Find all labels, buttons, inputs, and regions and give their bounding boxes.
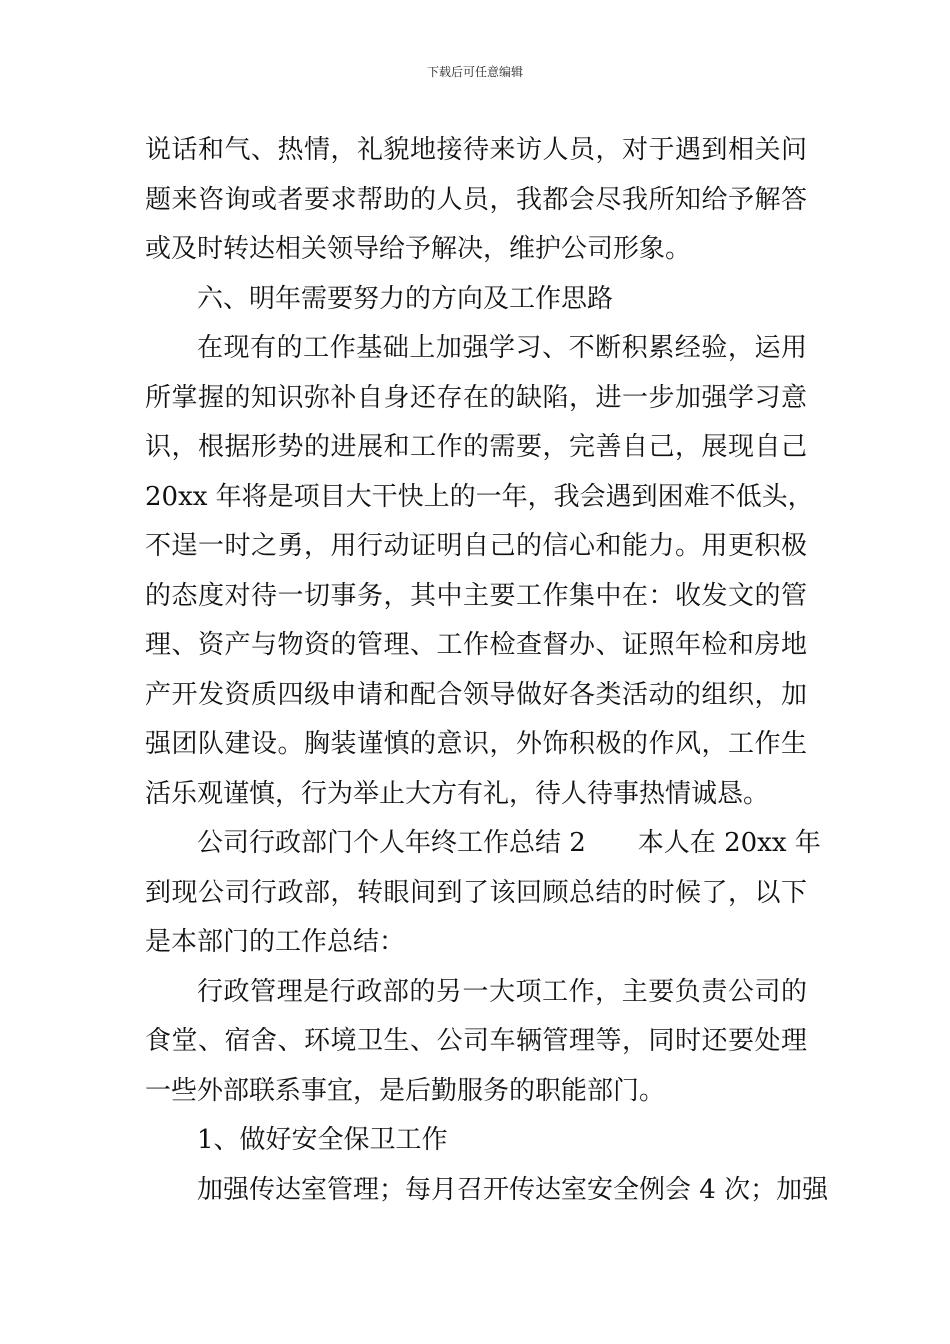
text-line: 活乐观谨慎，行为举止大方有礼，待人待事热情诚恳。 [145,778,770,809]
text-line: 或及时转达相关领导给予解决，维护公司形象。 [145,234,692,264]
text-line: 公司行政部门个人年终工作总结 2 本人在 20xx 年 [197,828,821,858]
text-line: 加强传达室管理；每月召开传达室安全例会 4 次；加强 [197,1174,829,1205]
text-line: 是本部门的工作总结： [145,927,406,957]
text-line: 识，根据形势的进展和工作的需要，完善自己，展现自己 [145,432,807,462]
text-line: 1、做好安全保卫工作 [197,1125,448,1155]
text-line: 六、明年需要努力的方向及工作思路 [197,283,614,314]
text-line: 在现有的工作基础上加强学习、不断积累经验，运用 [197,333,807,363]
document-body [145,126,829,1215]
text-line: 20xx 年将是项目大干快上的一年，我会遇到困难不低头， [145,481,814,512]
text-line: 所掌握的知识弥补自身还存在的缺陷，进一步加强学习意 [145,382,807,413]
text-line: 到现公司行政部，转眼间到了该回顾总结的时候了，以下 [145,877,807,908]
text-line: 产开发资质四级申请和配合领导做好各类活动的组织，加 [145,679,807,710]
text-line: 一些外部联系事宜，是后勤服务的职能部门。 [145,1075,666,1106]
page-header: 下载后可任意编辑 [426,65,523,79]
text-line: 说话和气、热情，礼貌地接待来访人员，对于遇到相关问 [145,135,807,165]
text-line: 理、资产与物资的管理、工作检查督办、证照年检和房地 [145,630,807,660]
text-line: 题来咨询或者要求帮助的人员，我都会尽我所知给予解答 [145,184,807,215]
text-line: 行政管理是行政部的另一大项工作，主要负责公司的 [197,976,807,1007]
text-line: 食堂、宿舍、环境卫生、公司车辆管理等，同时还要处理 [145,1026,807,1056]
text-line: 强团队建设。胸装谨慎的意识，外饰积极的作风，工作生 [145,729,807,759]
text-line: 不逞一时之勇，用行动证明自己的信心和能力。用更积极 [145,531,807,561]
text-line: 的态度对待一切事务，其中主要工作集中在：收发文的管 [145,580,807,611]
